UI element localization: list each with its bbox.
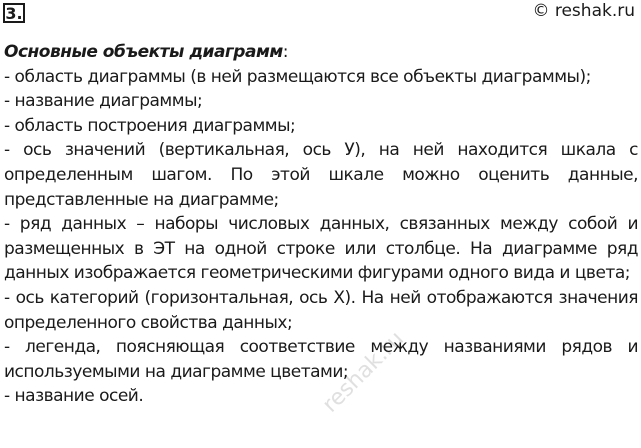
list-item-value-axis: - ось значений (вертикальная, ось У), на ней находится шкала с определенным шагом. По этой шкале можно оценить данные, представленные на диаграмме; — [4, 140, 638, 210]
heading-colon: : — [282, 42, 288, 62]
document-body — [4, 40, 638, 409]
list-item-legend: - легенда, поясняющая соответствие между названиями рядов и используемыми на диаграмме цветами; — [4, 337, 638, 382]
task-number: 3. — [3, 3, 25, 23]
list-item-chart-title: - название диаграммы; — [4, 91, 203, 112]
list-item-category-axis: - ось категорий (горизонтальная, ось Х). На ней отображаются значения определенного свойства данных; — [4, 287, 638, 333]
heading-line — [4, 40, 638, 65]
site-label: © reshak.ru — [532, 1, 635, 21]
list-item-axis-titles: - название осей. — [4, 386, 144, 407]
list-item-plot-area: - область построения диаграммы; — [4, 115, 296, 136]
list-item-chart-area: - область диаграммы (в ней размещаются все объекты диаграммы); — [4, 66, 591, 87]
watermark-logo: reshak.ru — [318, 326, 410, 418]
list-item-data-series: - ряд данных – наборы числовых данных, связанных между собой и размещенных в ЭТ на одной строке или столбце. На диаграмме ряд данных изображается геометрическими фигурами одного вида и цвета; — [4, 214, 638, 284]
section-heading: Основные объекты диаграмм — [4, 42, 283, 62]
